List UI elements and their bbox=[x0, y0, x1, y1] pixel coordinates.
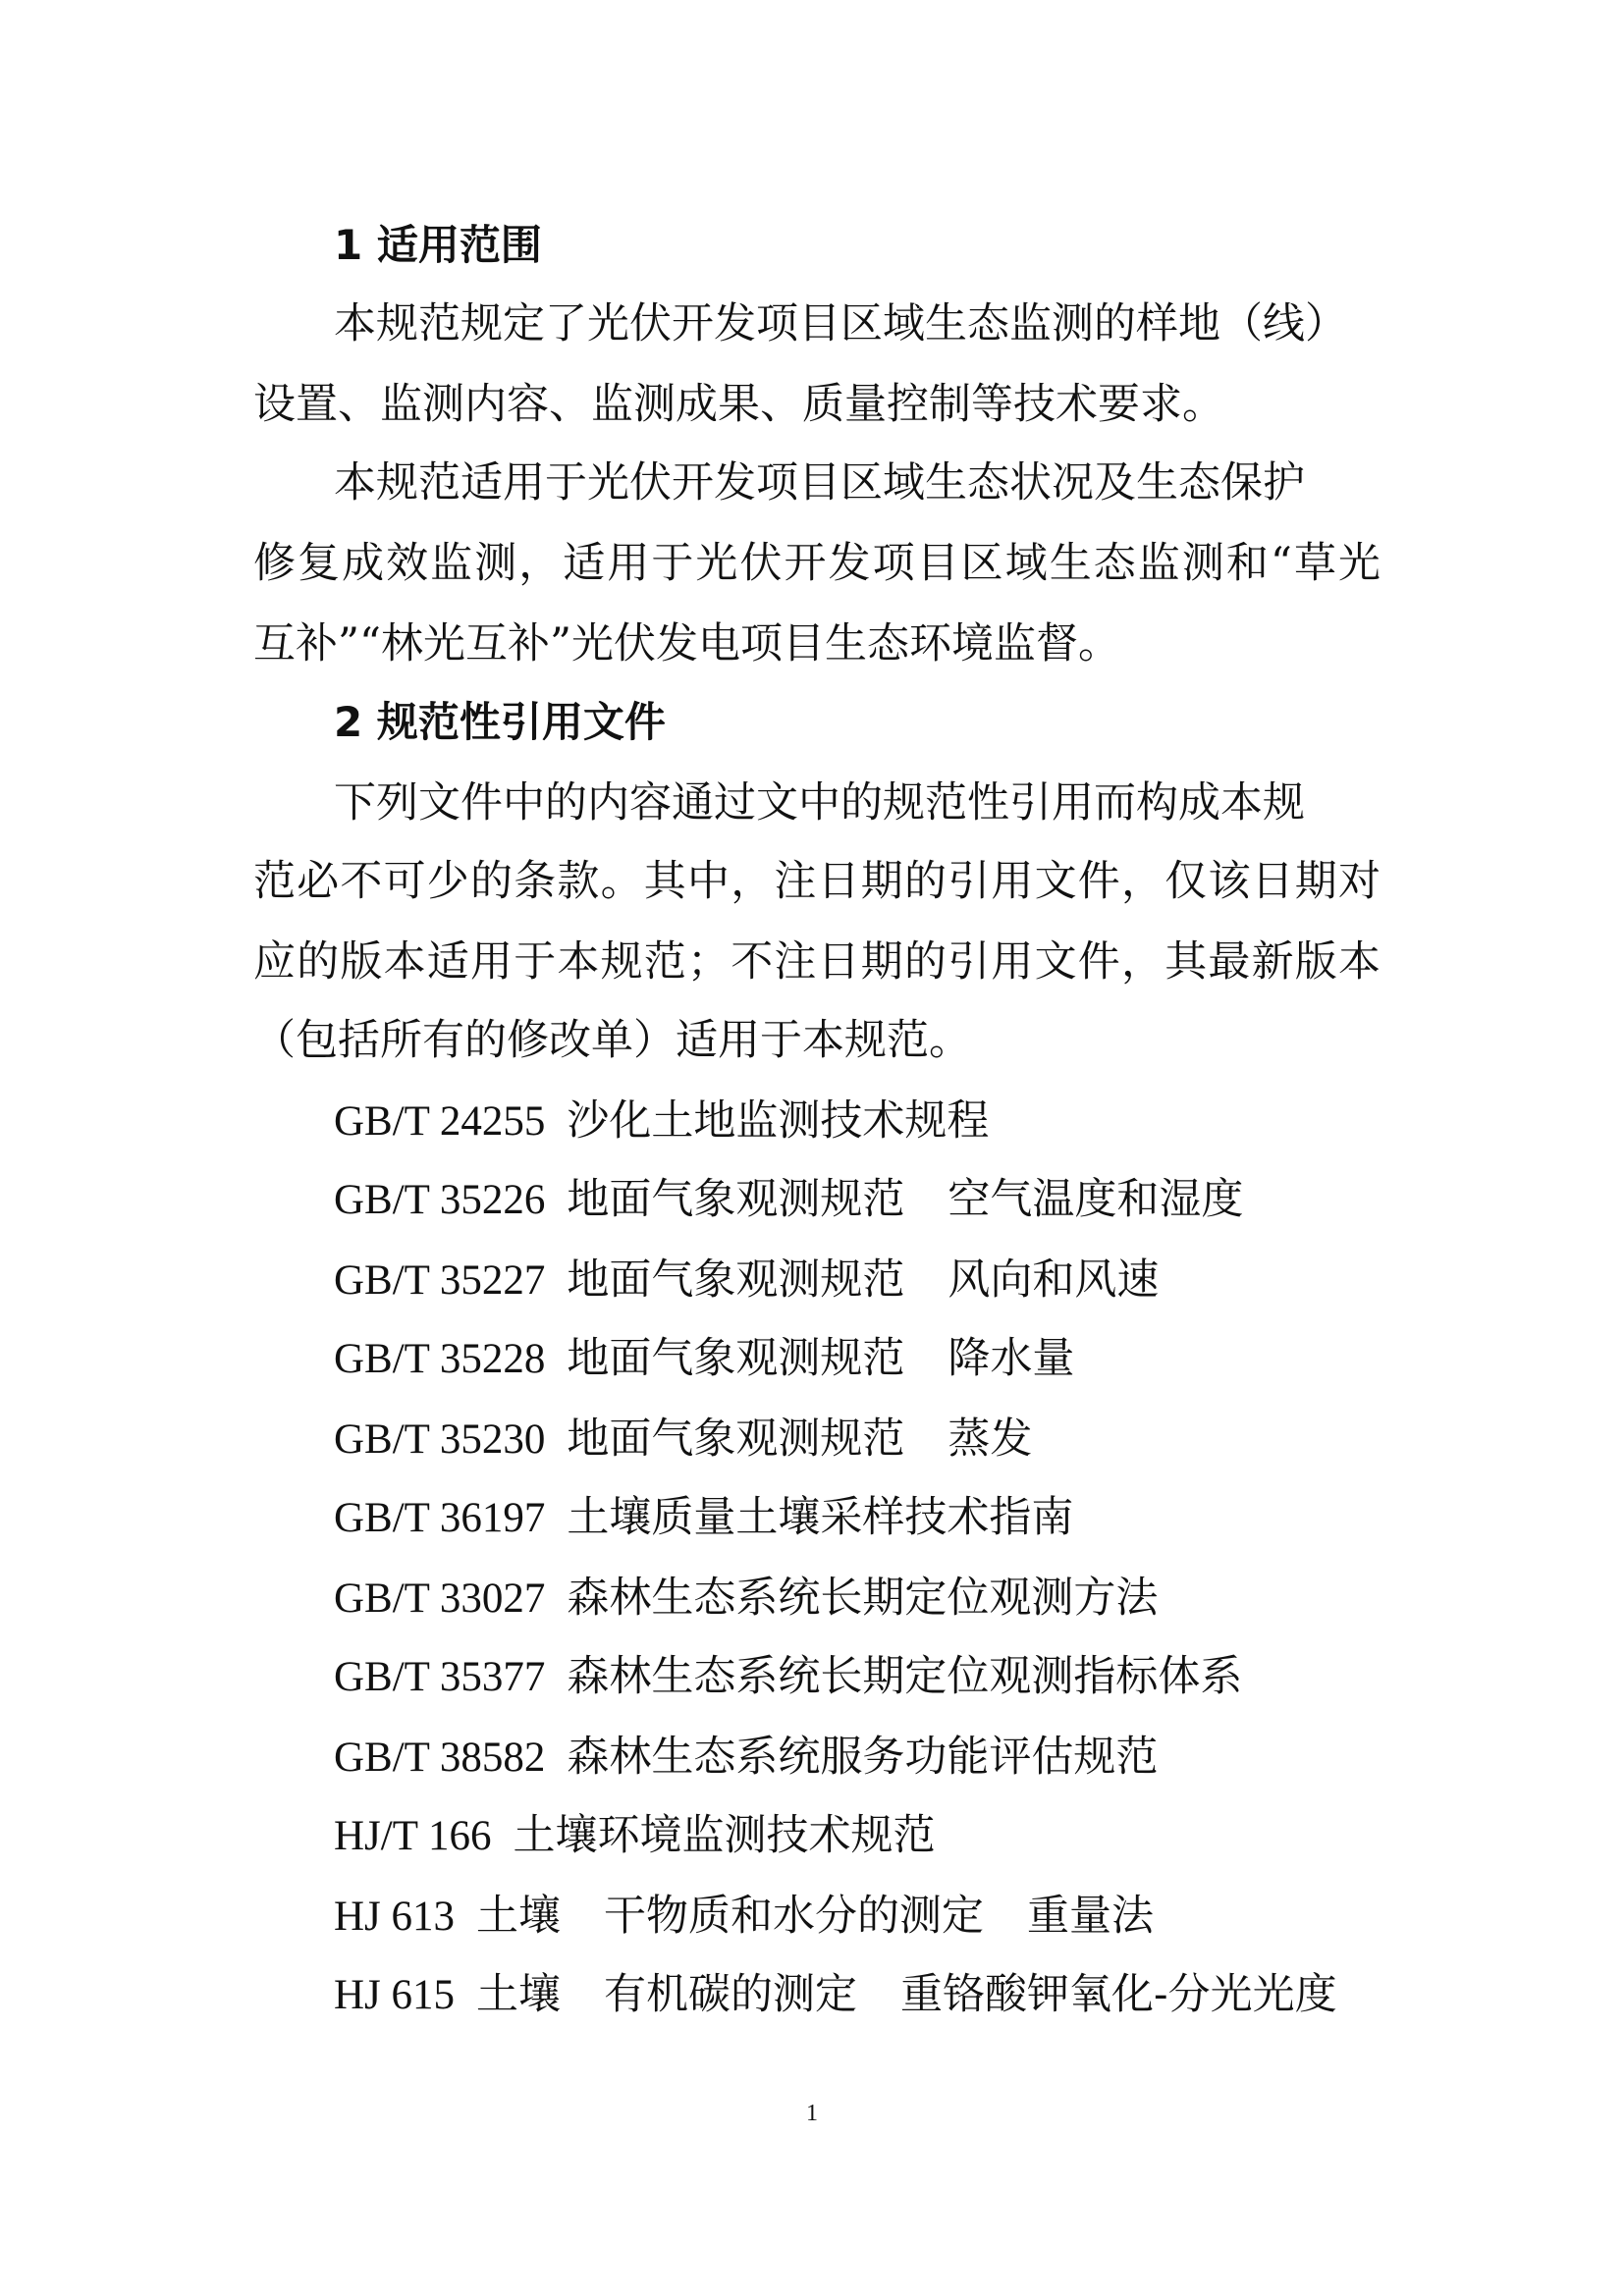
reference-subtitle: 干物质和水分的测定 bbox=[604, 1892, 985, 1941]
reference-item bbox=[334, 1251, 1159, 1309]
reference-title: 地面气象观测规范 bbox=[567, 1415, 905, 1464]
reference-item bbox=[334, 1647, 1242, 1706]
reference-method: 重量法 bbox=[1027, 1892, 1155, 1941]
reference-item bbox=[334, 1728, 1158, 1787]
paragraph-line: 设置、监测内容、监测成果、质量控制等技术要求。 bbox=[253, 380, 1224, 429]
reference-item bbox=[334, 1488, 1073, 1547]
reference-subtitle: 降水量 bbox=[947, 1334, 1075, 1383]
reference-code: HJ 615 bbox=[334, 1972, 456, 2018]
reference-code: GB/T 35228 bbox=[334, 1336, 546, 1382]
reference-title: 土壤环境监测技术规范 bbox=[513, 1811, 936, 1860]
section-1-heading: 1 适用范围 bbox=[334, 221, 542, 269]
reference-title: 地面气象观测规范 bbox=[567, 1255, 905, 1305]
paragraph-line: 互补”“林光互补”光伏发电项目生态环境监督。 bbox=[253, 619, 1120, 668]
reference-code: GB/T 36197 bbox=[334, 1495, 546, 1541]
paragraph-line: 本规范适用于光伏开发项目区域生态状况及生态保护 bbox=[334, 458, 1305, 507]
reference-code: HJ 613 bbox=[334, 1894, 456, 1940]
reference-code: GB/T 38582 bbox=[334, 1735, 546, 1781]
reference-title: 土壤 bbox=[476, 1892, 562, 1941]
reference-code: GB/T 35226 bbox=[334, 1177, 546, 1223]
reference-code: HJ/T 166 bbox=[334, 1813, 492, 1859]
reference-item bbox=[334, 1410, 1032, 1468]
reference-title: 森林生态系统服务功能评估规范 bbox=[567, 1733, 1159, 1782]
reference-item bbox=[334, 1806, 935, 1865]
paragraph-line: 应的版本适用于本规范；不注日期的引用文件，其最新版本 bbox=[253, 937, 1380, 987]
paragraph-line: 下列文件中的内容通过文中的规范性引用而构成本规 bbox=[334, 778, 1305, 828]
reference-title: 森林生态系统长期定位观测方法 bbox=[567, 1574, 1159, 1623]
reference-item bbox=[334, 1329, 1074, 1388]
reference-item bbox=[334, 1092, 989, 1150]
reference-code: GB/T 35230 bbox=[334, 1416, 546, 1463]
paragraph-line: 修复成效监测，适用于光伏开发项目区域生态监测和“草光 bbox=[253, 539, 1380, 588]
reference-subtitle: 空气温度和湿度 bbox=[947, 1175, 1244, 1224]
reference-item bbox=[334, 1170, 1243, 1229]
reference-code: GB/T 24255 bbox=[334, 1098, 546, 1145]
reference-code: GB/T 33027 bbox=[334, 1575, 546, 1622]
paragraph-line: （包括所有的修改单）适用于本规范。 bbox=[253, 1016, 971, 1065]
reference-subtitle: 风向和风速 bbox=[947, 1255, 1160, 1305]
reference-subtitle: 蒸发 bbox=[947, 1415, 1033, 1464]
reference-subtitle: 有机碳的测定 bbox=[604, 1970, 858, 2019]
paragraph-line: 范必不可少的条款。其中，注日期的引用文件，仅该日期对 bbox=[253, 857, 1380, 906]
reference-title: 土壤 bbox=[476, 1970, 562, 2019]
paragraph-line: 本规范规定了光伏开发项目区域生态监测的样地（线） bbox=[334, 299, 1347, 348]
reference-item bbox=[334, 1887, 1154, 1946]
reference-title: 土壤质量土壤采样技术指南 bbox=[567, 1493, 1074, 1542]
reference-code: GB/T 35227 bbox=[334, 1257, 546, 1304]
reference-item bbox=[334, 1569, 1158, 1628]
page-number: 1 bbox=[806, 2101, 818, 2126]
reference-item bbox=[334, 1965, 1337, 2024]
reference-title: 沙化土地监测技术规程 bbox=[567, 1096, 990, 1146]
reference-method: 重铬酸钾氧化-分光光度 bbox=[900, 1970, 1337, 2019]
reference-title: 地面气象观测规范 bbox=[567, 1334, 905, 1383]
reference-title: 地面气象观测规范 bbox=[567, 1175, 905, 1224]
section-2-heading: 2 规范性引用文件 bbox=[334, 698, 666, 746]
reference-title: 森林生态系统长期定位观测指标体系 bbox=[567, 1652, 1243, 1701]
reference-code: GB/T 35377 bbox=[334, 1654, 546, 1700]
